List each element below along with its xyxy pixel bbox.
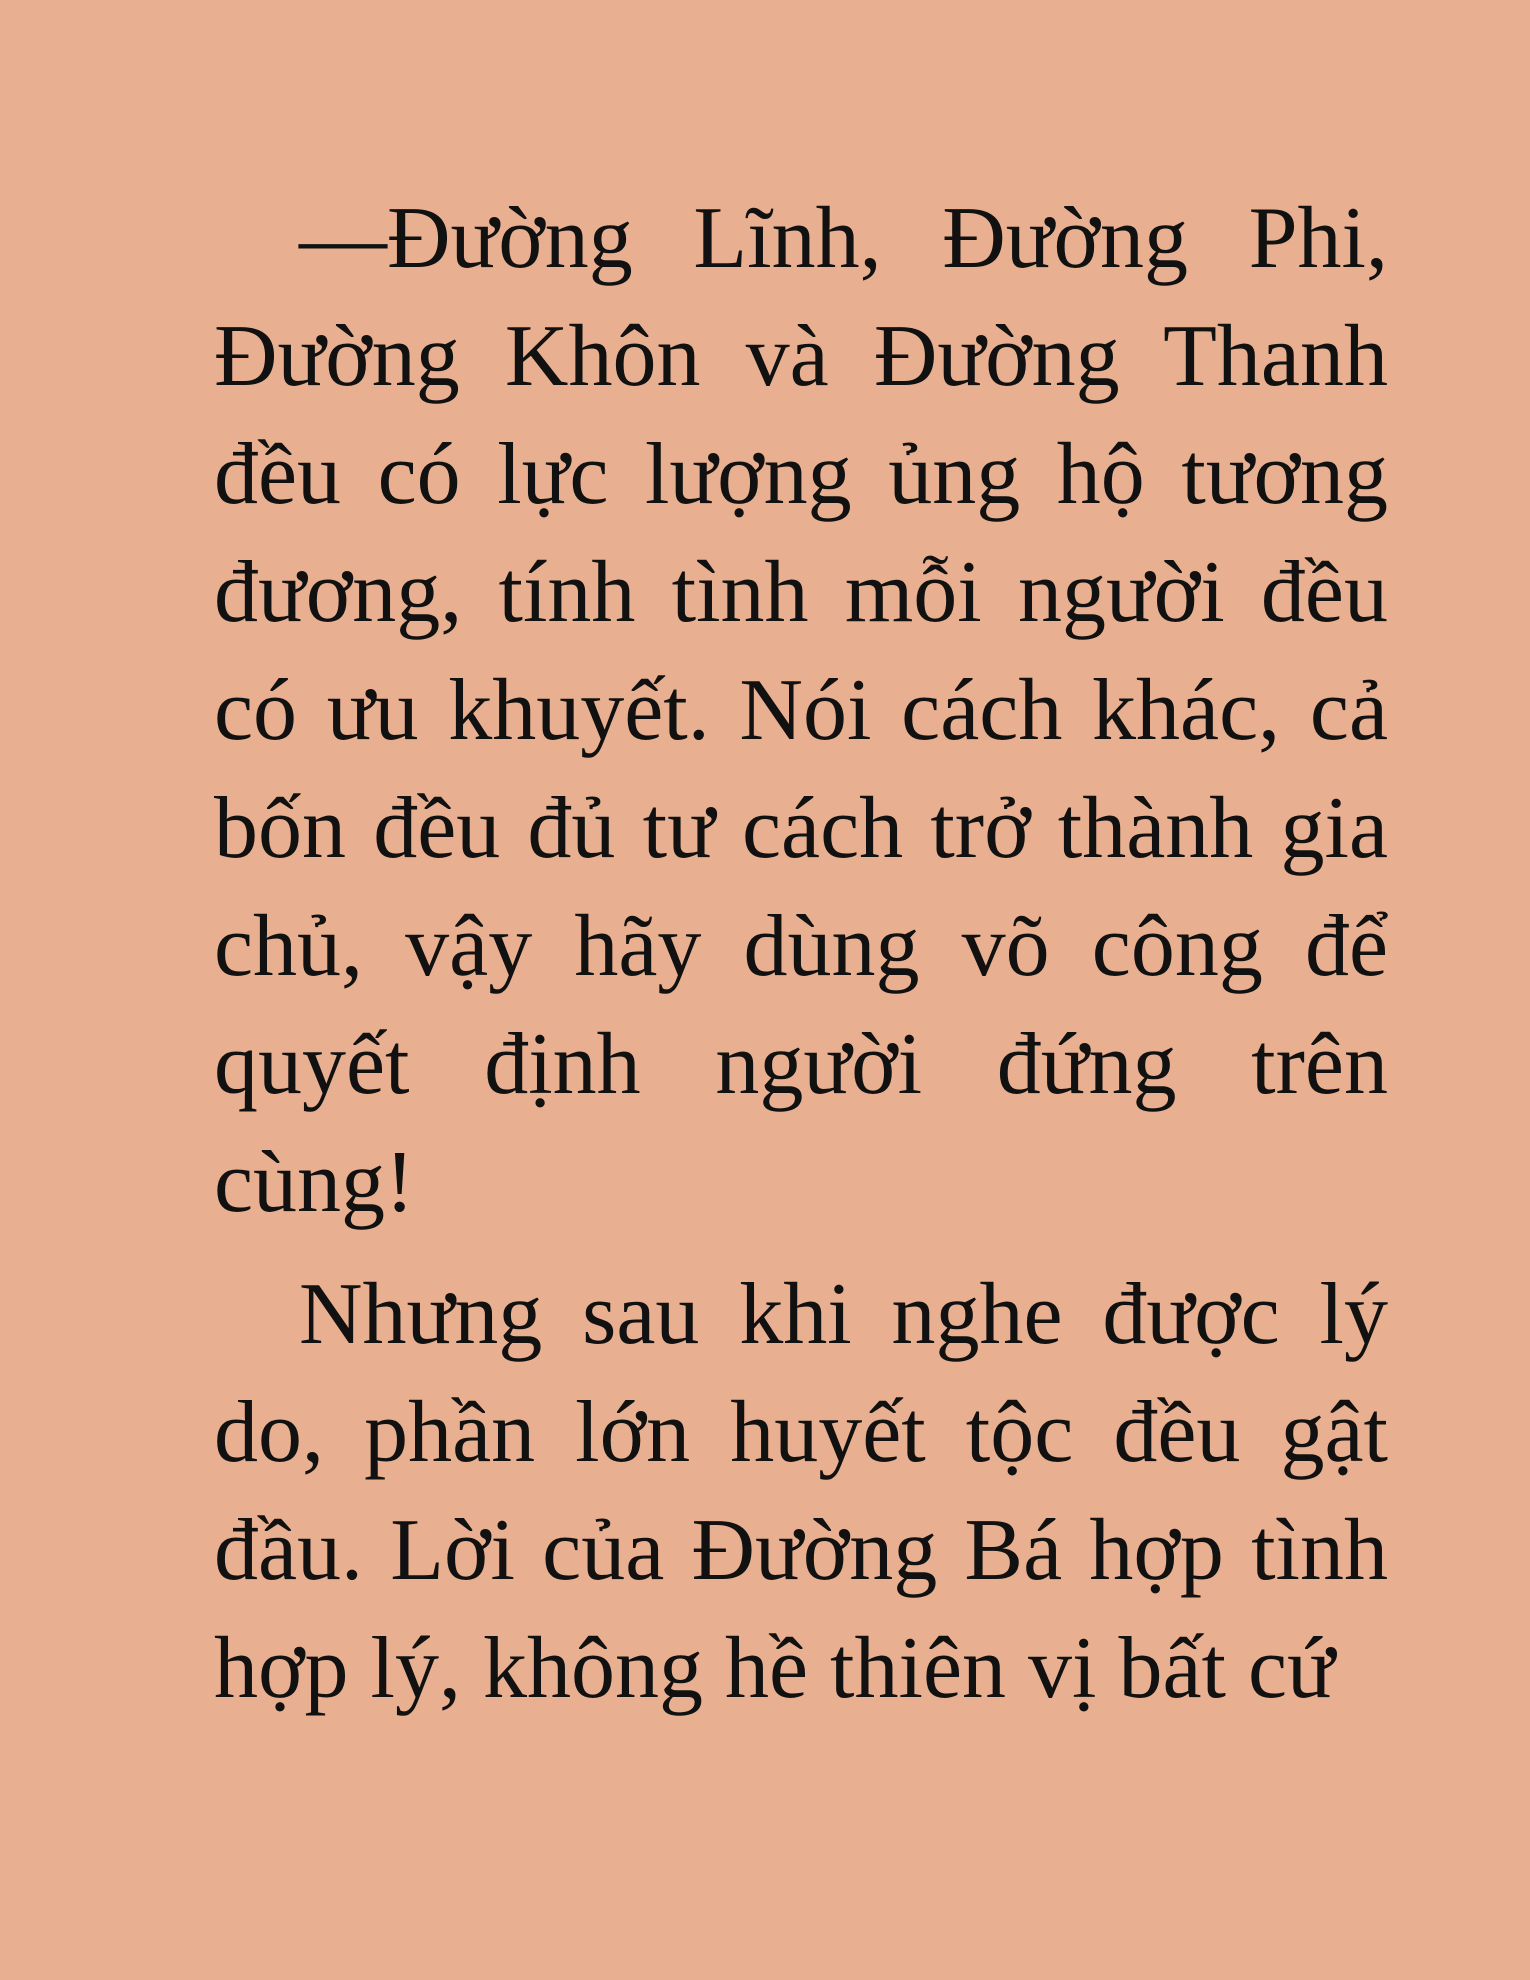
paragraph-2: Nhưng sau khi nghe được lý do, phần lớn huyết tộc đều gật đầu. Lời của Đường Bá hợp tình hợp lý, không hề thiên vị bất cứ [214,1266,1388,1717]
paragraph-1: —Đường Lĩnh, Đường Phi, Đường Khôn và Đường Thanh đều có lực lượng ủng hộ tương đương, tính tình mỗi người đều có ưu khuyết. Nói cách khác, cả bốn đều đủ tư cách trở thành gia chủ, vậy hãy dùng võ công để quyết định người đứng trên cùng! [214,190,1388,1231]
body-text [214,180,1388,1728]
